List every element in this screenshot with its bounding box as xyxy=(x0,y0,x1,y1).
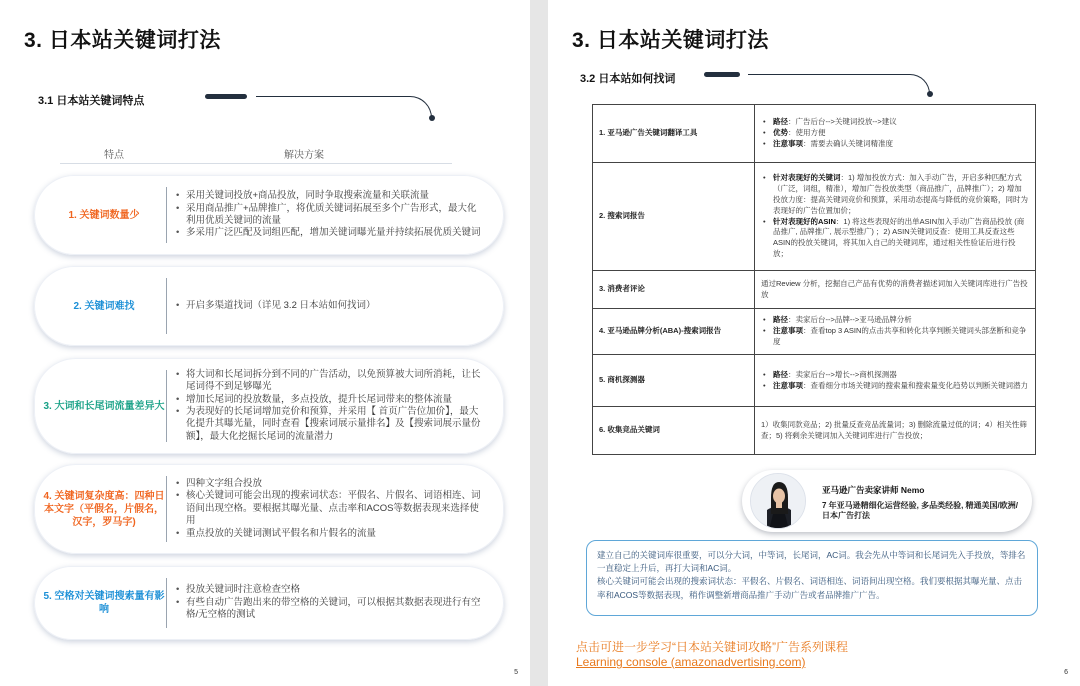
row-divider xyxy=(166,476,167,542)
instructor-card xyxy=(742,470,1032,532)
detail-text: ：查看top 3 ASIN的点击共享和转化共享判断关键词头部垄断和竞争度 xyxy=(773,326,1027,346)
decorative-arc xyxy=(256,96,432,118)
solution-item: • 采用关键词投放+商品投放，同时争取搜索流量和关联流量 xyxy=(176,190,482,202)
details-cell: 通过Review 分析，挖掘自己产品有优势的消费者描述词加入关键词库进行广告投放 xyxy=(755,271,1036,309)
solution-list xyxy=(176,358,482,454)
table-row xyxy=(593,105,1036,163)
decorative-line xyxy=(704,72,740,77)
column-header-feature: 特点 xyxy=(104,150,124,161)
feature-row xyxy=(34,266,504,346)
solution-item: • 开启多渠道找词（详见 3.2 日本站如何找词） xyxy=(176,300,482,312)
detail-text: ：卖家后台-->品牌-->亚马逊品牌分析 xyxy=(788,315,912,325)
decorative-dot xyxy=(927,91,933,97)
solution-item: • 为表现好的长尾词增加竞价和预算，并采用【 首页广告位加价】，最大化提升其曝光量，同时查看【搜索词展示量排名】及【搜索词展示量份额】，最大化挖掘长尾词的流量潜力 xyxy=(176,406,482,443)
instructor-name: 亚马逊广告卖家讲师 Nemo xyxy=(822,485,925,495)
table-row xyxy=(593,407,1036,455)
details-cell xyxy=(755,105,1036,163)
detail-item xyxy=(761,139,1029,150)
detail-text: ：1) 增加投放方式：加入手动广告，开启多种匹配方式（广泛，词组，精准），增加广告投放类型（商品推广，品牌推广）；2) 增加投放力度：提高关键词竞价和预算，采用动态提高与降低的竞价策略，同时为表现好的广告位置加价； xyxy=(773,173,1028,215)
row-divider xyxy=(166,370,167,442)
details-cell xyxy=(755,355,1036,407)
solution-item: • 将大词和长尾词拆分到不同的广告活动，以免预算被大词所消耗，让长尾词得不到足够曝光 xyxy=(176,369,482,394)
feature-row xyxy=(34,358,504,454)
method-cell: 4. 亚马逊品牌分析(ABA)-搜索词报告 xyxy=(593,309,755,355)
feature-label: 2. 关键词难找 xyxy=(73,300,135,312)
decorative-dot xyxy=(429,115,435,121)
solution-item: • 多采用广泛匹配及词组匹配，增加关键词曝光量并持续拓展优质关键词 xyxy=(176,227,482,239)
detail-key: 注意事项 xyxy=(773,138,803,148)
row-divider xyxy=(166,278,167,334)
row-divider xyxy=(166,578,167,628)
detail-key: 路径 xyxy=(773,369,788,379)
details-cell xyxy=(755,163,1036,271)
detail-text: ：查看细分市场关键词的搜索量和搜索量变化趋势以判断关键词潜力 xyxy=(803,380,1028,390)
section-title: 3.2 日本站如何找词 xyxy=(580,73,676,85)
solution-item: • 重点投放的关键词测试平假名和片假名的流量 xyxy=(176,528,482,540)
column-header-solution: 解决方案 xyxy=(284,150,324,161)
tip-box xyxy=(586,540,1038,616)
instructor-avatar xyxy=(750,473,806,529)
solution-list xyxy=(176,464,482,554)
solution-list xyxy=(176,266,482,346)
solution-item: • 增加长尾词的投放数量，多点投放，提升长尾词带来的整体流量 xyxy=(176,394,482,406)
table-row xyxy=(593,355,1036,407)
feature-label: 5. 空格对关键词搜索量有影响 xyxy=(43,591,165,615)
detail-key: 针对表现好的ASIN xyxy=(773,216,836,226)
detail-text: ：需要去确认关键词精准度 xyxy=(803,138,893,148)
detail-item xyxy=(761,117,1029,128)
detail-text: ：1) 将这些表现好的出单ASIN加入手动广告商品投放 (商品推广, 品牌推广, 展示型推广) ；2) ASIN关键词反查：使用工具反查这些ASIN的投放关键词，将其加入自己的关键词库，通过相关性验证后进行投放； xyxy=(773,216,1025,259)
detail-key: 路径 xyxy=(773,117,788,127)
detail-item xyxy=(761,173,1029,217)
feature-row xyxy=(34,566,504,640)
row-divider xyxy=(166,187,167,243)
document-page-5 xyxy=(0,0,530,686)
solution-item: • 投放关键词时注意检查空格 xyxy=(176,584,482,596)
details-cell: 1）收集同款竞品；2) 批量反查竞品流量词；3) 删除流量过低的词；4）相关性筛查；5) 将剩余关键词加入关键词库进行广告投放； xyxy=(755,407,1036,455)
feature-row xyxy=(34,464,504,554)
method-cell: 3. 消费者评论 xyxy=(593,271,755,309)
detail-text: ：卖家后台-->增长-->商机探测器 xyxy=(788,369,897,379)
detail-text: ：使用方便 xyxy=(788,128,826,138)
decorative-arc xyxy=(748,74,930,94)
solution-item: • 有些自动广告跑出来的带空格的关键词，可以根据其数据表现进行有空格/无空格的测试 xyxy=(176,597,482,622)
feature-label: 1. 关键词数量少 xyxy=(68,209,140,221)
detail-key: 优势 xyxy=(773,128,788,138)
course-link[interactable]: 点击可进一步学习“日本站关键词攻略”广告系列课程 xyxy=(576,640,848,654)
table-row xyxy=(593,271,1036,309)
solution-item: • 四种文字组合投放 xyxy=(176,478,482,490)
page-number: 6 xyxy=(1064,669,1068,676)
tip-paragraph: 核心关键词可能会出现的搜索词状态：平假名、片假名、词语相连、词语间出现空格。我们要根据其曝光量、点击率和ACOS等数据表现，稍作调整新增商品推广手动广告或者品牌推广广告。 xyxy=(597,576,1023,600)
detail-key: 针对表现好的关键词 xyxy=(773,173,841,182)
feature-label: 4. 关键词复杂度高：四种日本文字（平假名，片假名，汉字，罗马字) xyxy=(43,490,165,528)
method-cell: 6. 收集竞品关键词 xyxy=(593,407,755,455)
detail-item xyxy=(761,128,1029,139)
detail-key: 注意事项 xyxy=(773,380,803,390)
solution-list xyxy=(176,175,482,255)
method-cell: 5. 商机探测器 xyxy=(593,355,755,407)
tip-paragraph: 建立自己的关键词库很重要，可以分大词，中等词，长尾词，AC词。我会先从中等词和长尾词先入手投放，等排名一直稳定上升后，再打大词和AC词。 xyxy=(597,550,1026,574)
detail-key: 路径 xyxy=(773,315,788,325)
table-row xyxy=(593,163,1036,271)
detail-text: ：广告后台-->关键词投放-->建议 xyxy=(788,117,897,127)
feature-row xyxy=(34,175,504,255)
feature-label: 3. 大词和长尾词流量差异大 xyxy=(43,400,165,412)
learning-console-link[interactable]: Learning console (amazonadvertising.com) xyxy=(576,655,806,669)
page-number: 5 xyxy=(514,669,518,676)
solution-item: • 核心关键词可能会出现的搜索词状态：平假名、片假名、词语相连、词语间出现空格。要根据其曝光量、点击率和ACOS等数据表现来选择使用 xyxy=(176,490,482,527)
instructor-bio: 7 年亚马逊精细化运营经验, 多品类经验, 精通美国/欧洲/日本广告打法 xyxy=(822,501,1019,521)
page-title: 3. 日本站关键词打法 xyxy=(572,29,769,52)
solution-list xyxy=(176,566,482,640)
method-cell: 1. 亚马逊广告关键词翻译工具 xyxy=(593,105,755,163)
method-cell: 2. 搜索词报告 xyxy=(593,163,755,271)
document-page-6 xyxy=(548,0,1080,686)
page-title: 3. 日本站关键词打法 xyxy=(24,29,221,52)
detail-item xyxy=(761,326,1029,348)
solution-item: • 采用商品推广+品牌推广，将优质关键词拓展至多个广告形式，最大化利用优质关键词的流量 xyxy=(176,203,482,228)
keyword-sources-table xyxy=(592,104,1036,455)
decorative-line xyxy=(205,94,247,99)
details-cell xyxy=(755,309,1036,355)
detail-item xyxy=(761,370,1029,381)
person-icon xyxy=(751,474,806,529)
detail-item xyxy=(761,315,1029,326)
table-row xyxy=(593,309,1036,355)
detail-item xyxy=(761,381,1029,392)
detail-key: 注意事项 xyxy=(773,326,803,336)
section-title: 3.1 日本站关键词特点 xyxy=(38,95,145,107)
header-divider xyxy=(60,163,452,164)
detail-item xyxy=(761,217,1029,261)
